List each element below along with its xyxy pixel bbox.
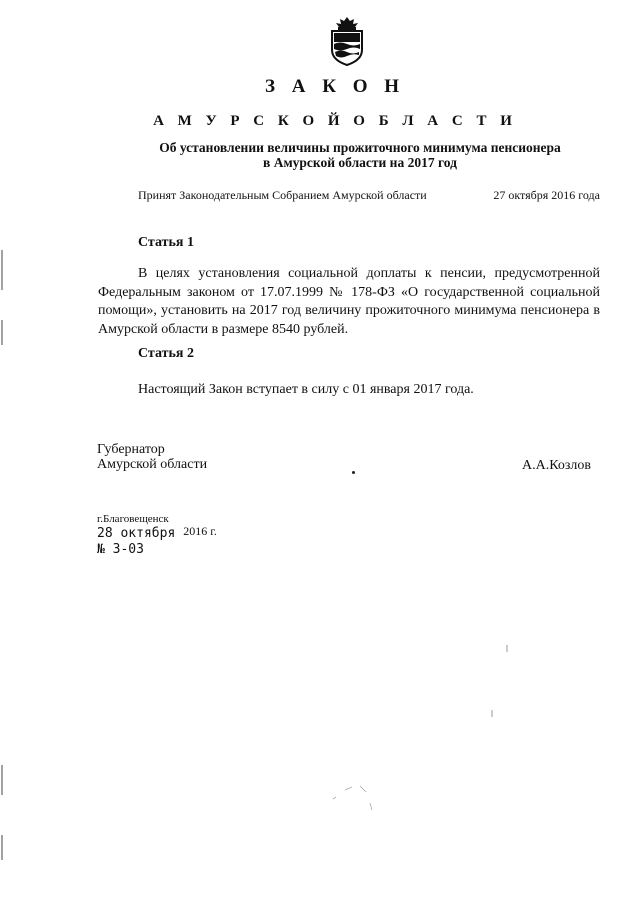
adoption-text: Принят Законодательным Собранием Амурской области bbox=[138, 188, 427, 202]
signatory-position bbox=[97, 442, 207, 472]
signatory-position-line-2: Амурской области bbox=[97, 457, 208, 472]
document-title: З А К О Н bbox=[264, 76, 406, 97]
law-subject-line-2: в Амурской области на 2017 год bbox=[263, 155, 457, 170]
article-1-heading: Статья 1 bbox=[138, 235, 194, 250]
region-title: А М У Р С К О Й О Б Л А С Т И bbox=[153, 113, 517, 129]
signing-date-stamp: 28 октября bbox=[97, 526, 176, 541]
article-1-body: В целях установления социальной доплаты к пенсии, предусмотренной Федеральным законом от 17.07.1999 № 178-ФЗ «О государственной социальной помощи», установить на 2017 год величину прожиточного минимума пенсионера в Амурской области в размере 8540 рублей. bbox=[98, 266, 600, 337]
article-2-heading: Статья 2 bbox=[138, 346, 194, 361]
signature-mark bbox=[352, 471, 355, 474]
place-of-signing: г.Благовещенск bbox=[97, 513, 169, 525]
law-subject-line-1: Об установлении величины прожиточного минимума пенсионера bbox=[159, 140, 561, 155]
coat-of-arms-icon bbox=[328, 16, 366, 66]
adoption-line bbox=[138, 188, 600, 203]
article-2-body: Настоящий Закон вступает в силу с 01 января 2017 года. bbox=[138, 382, 474, 397]
signing-date bbox=[97, 526, 217, 541]
signatory-position-line-1: Губернатор bbox=[97, 442, 165, 457]
law-number: № 3-03 bbox=[97, 542, 144, 557]
signing-year: 2016 г. bbox=[183, 524, 217, 538]
adoption-date: 27 октября 2016 года bbox=[493, 188, 600, 202]
law-subject bbox=[100, 140, 620, 170]
signatory-name: А.А.Козлов bbox=[522, 458, 591, 473]
